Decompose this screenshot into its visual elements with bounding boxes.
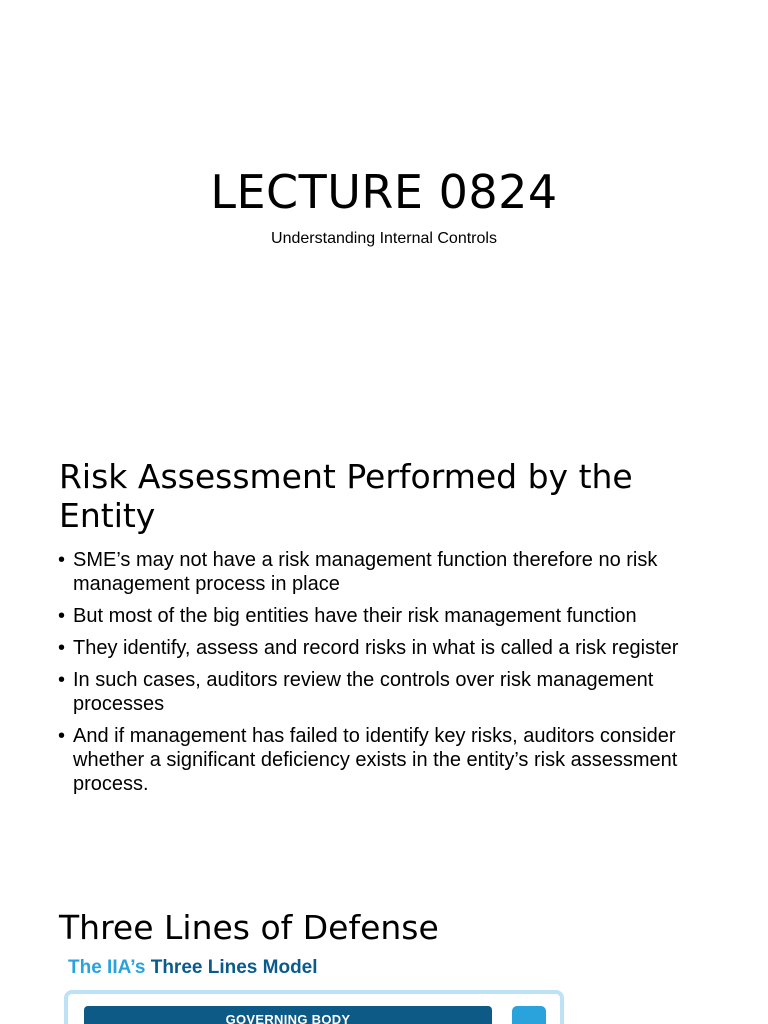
slide-three-lines	[0, 870, 768, 1024]
bullet-item: • In such cases, auditors review the controls over risk management processes	[58, 668, 708, 716]
diagram-title-part2: Three Lines Model	[150, 957, 318, 978]
bullet-item: • SME’s may not have a risk management function therefore no risk management process in place	[58, 548, 708, 596]
diagram-title-part1: The IIA’s	[68, 957, 146, 978]
bullet-item: • And if management has failed to identify key risks, auditors consider whether a significant deficiency exists in the entity’s risk assessment process.	[58, 724, 708, 796]
slide-risk-assessment	[0, 440, 768, 870]
slide-heading: Risk Assessment Performed by the Entity	[59, 457, 633, 535]
bullet-item: • They identify, assess and record risks in what is called a risk register	[58, 636, 708, 660]
diagram-title	[68, 957, 318, 979]
slide-heading: Three Lines of Defense	[59, 908, 439, 947]
lecture-subtitle: Understanding Internal Controls	[271, 230, 497, 247]
bullet-item: • But most of the big entities have their risk management function	[58, 604, 708, 628]
bullet-list	[58, 548, 708, 804]
side-box	[512, 1006, 546, 1024]
governing-body-box: GOVERNING BODY	[84, 1006, 492, 1024]
three-lines-diagram	[64, 990, 564, 1024]
lecture-title: LECTURE 0824	[210, 165, 558, 219]
slide-title	[0, 0, 768, 440]
